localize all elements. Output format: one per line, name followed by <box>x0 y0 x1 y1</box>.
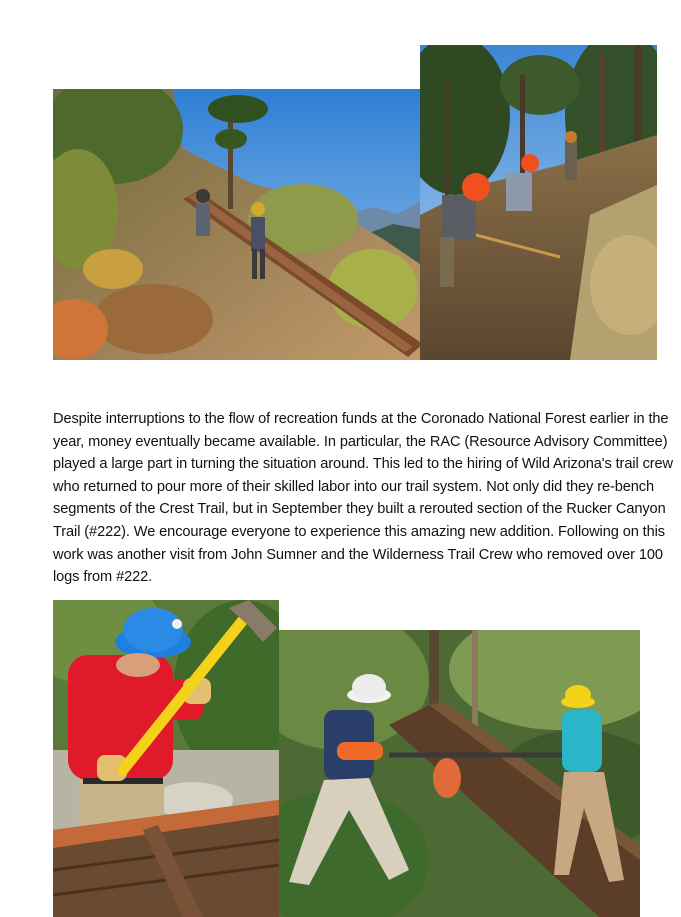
photo-crosscut-saw-crew-graphic <box>279 630 640 917</box>
photo-crosscut-saw-crew <box>279 630 640 917</box>
photo-crew-on-forest-trail-graphic <box>420 45 657 360</box>
photo-volunteer-with-axe-graphic <box>53 600 279 917</box>
photo-crew-on-hillside <box>53 89 420 360</box>
article-paragraph: Despite interruptions to the flow of recreation funds at the Coronado National Forest earlier in the year, money eventually became available. In particular, the RAC (Resource Advisory Committee) played a large part in turning the situation around. This led to the hiring of Wild Arizona's trail crew who returned to pour more of their skilled labor into our trail system. Not only did they re-bench segments of the Crest Trail, but in September they built a rerouted section of the Rucker Canyon Trail (#222). We encourage everyone to experience this amazing new addition. Following on this work was another visit from John Sumner and the Wilderness Trail Crew who removed over 100 logs from #222. <box>53 411 673 586</box>
photo-volunteer-with-axe <box>53 600 279 917</box>
photo-crew-on-forest-trail <box>420 45 657 360</box>
photo-crew-on-hillside-graphic <box>53 89 420 360</box>
